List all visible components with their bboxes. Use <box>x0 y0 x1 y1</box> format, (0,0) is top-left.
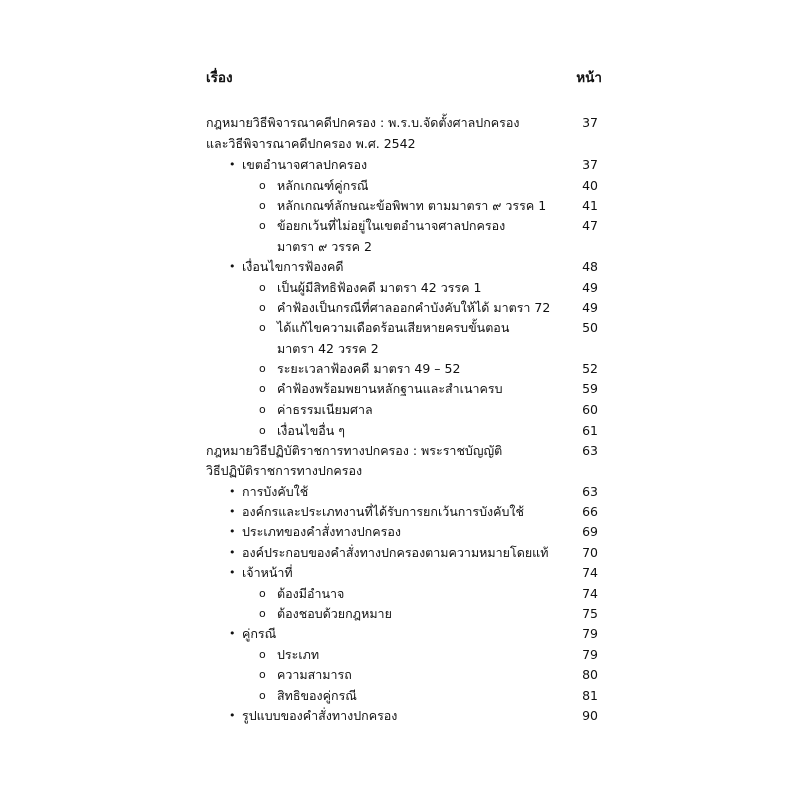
toc-entry-title: มาตรา 42 วรรค 2 <box>277 341 379 356</box>
toc-entry-page: 37 <box>582 115 598 130</box>
toc-entry-page: 79 <box>582 626 598 641</box>
toc-entry-title: ค่าธรรมเนียมศาล <box>277 402 373 417</box>
toc-entry <box>0 176 800 196</box>
toc-entry-title: การบังคับใช้ <box>242 484 309 499</box>
toc-entry-page: 52 <box>582 361 598 376</box>
toc-entry <box>0 604 800 624</box>
toc-entry <box>0 339 800 359</box>
toc-entry-title: หลักเกณฑ์ลักษณะข้อพิพาท ตามมาตรา ๙ วรรค 1 <box>277 198 547 213</box>
hollow-bullet-icon: o <box>259 668 266 681</box>
toc-entry-title: ต้องมีอำนาจ <box>277 586 345 601</box>
hollow-bullet-icon: o <box>259 179 266 192</box>
toc-entry-title: มาตรา ๙ วรรค 2 <box>277 239 372 254</box>
bullet-icon: • <box>229 709 236 722</box>
hollow-bullet-icon: o <box>259 281 266 294</box>
toc-entry <box>0 543 800 563</box>
toc-entry-title: เขตอำนาจศาลปกครอง <box>242 157 368 172</box>
hollow-bullet-icon: o <box>259 219 266 232</box>
toc-entry-page: 49 <box>582 280 598 295</box>
toc-entry-title: และวิธีพิจารณาคดีปกครอง พ.ศ. 2542 <box>206 136 416 151</box>
toc-entry-title: ข้อยกเว้นที่ไม่อยู่ในเขตอำนาจศาลปกครอง <box>277 218 506 233</box>
toc-entry-page: 74 <box>582 586 598 601</box>
toc-entry-page: 48 <box>582 259 598 274</box>
toc-entry-page: 37 <box>582 157 598 172</box>
toc-entry <box>0 359 800 379</box>
hollow-bullet-icon: o <box>259 424 266 437</box>
toc-entry <box>0 134 800 154</box>
toc-entry-title: ประเภท <box>277 647 320 662</box>
toc-entry <box>0 563 800 583</box>
toc-entry-page: 80 <box>582 667 598 682</box>
toc-entry-title: กฎหมายวิธีปฏิบัติราชการทางปกครอง : พระราชบัญญัติ <box>206 443 503 458</box>
toc-entry <box>0 237 800 257</box>
hollow-bullet-icon: o <box>259 362 266 375</box>
toc-entry <box>0 400 800 420</box>
toc-entry <box>0 686 800 706</box>
hollow-bullet-icon: o <box>259 689 266 702</box>
toc-entry-page: 74 <box>582 565 598 580</box>
toc-entry-page: 90 <box>582 708 598 723</box>
toc-entry <box>0 624 800 644</box>
hollow-bullet-icon: o <box>259 199 266 212</box>
bullet-icon: • <box>229 505 236 518</box>
toc-entry-page: 50 <box>582 320 598 335</box>
toc-entry-page: 60 <box>582 402 598 417</box>
toc-entry <box>0 257 800 277</box>
hollow-bullet-icon: o <box>259 607 266 620</box>
toc-entry <box>0 196 800 216</box>
toc-entry-page: 75 <box>582 606 598 621</box>
toc-entry <box>0 645 800 665</box>
toc-entry-title: เป็นผู้มีสิทธิฟ้องคดี มาตรา 42 วรรค 1 <box>277 280 482 295</box>
toc-entry-title: ความสามารถ <box>277 667 352 682</box>
toc-entry-page: 70 <box>582 545 598 560</box>
bullet-icon: • <box>229 260 236 273</box>
hollow-bullet-icon: o <box>259 321 266 334</box>
toc-entry <box>0 706 800 726</box>
bullet-icon: • <box>229 525 236 538</box>
toc-entry-title: เงื่อนไขอื่น ๆ <box>277 423 345 438</box>
toc-entry <box>0 298 800 318</box>
toc-entry-title: หลักเกณฑ์คู่กรณี <box>277 178 369 193</box>
toc-entry <box>0 482 800 502</box>
toc-entry-title: คำฟ้องเป็นกรณีที่ศาลออกคำบังคับให้ได้ มาตรา 72 <box>277 300 551 315</box>
toc-entry-page: 47 <box>582 218 598 233</box>
hollow-bullet-icon: o <box>259 301 266 314</box>
toc-entry-page: 61 <box>582 423 598 438</box>
toc-entry-title: เงื่อนไขการฟ้องคดี <box>242 259 344 274</box>
toc-entry-title: คู่กรณี <box>242 626 277 641</box>
toc-entry-page: 41 <box>582 198 598 213</box>
bullet-icon: • <box>229 566 236 579</box>
toc-entry-page: 69 <box>582 524 598 539</box>
toc-entry <box>0 216 800 236</box>
toc-entry-page: 40 <box>582 178 598 193</box>
toc-entry-page: 63 <box>582 484 598 499</box>
toc-entry <box>0 502 800 522</box>
toc-entry-title: ต้องชอบด้วยกฎหมาย <box>277 606 392 621</box>
toc-entry-title: กฎหมายวิธีพิจารณาคดีปกครอง : พ.ร.บ.จัดตั้งศาลปกครอง <box>206 115 520 130</box>
bullet-icon: • <box>229 158 236 171</box>
toc-entry-title: องค์ประกอบของคำสั่งทางปกครองตามความหมายโดยแท้ <box>242 545 549 560</box>
toc-entry-page: 63 <box>582 443 598 458</box>
toc-entry <box>0 461 800 481</box>
toc-entry-page: 59 <box>582 381 598 396</box>
toc-entry-title: วิธีปฏิบัติราชการทางปกครอง <box>206 463 363 478</box>
toc-entry-page: 81 <box>582 688 598 703</box>
toc-entry-title: องค์กรและประเภทงานที่ได้รับการยกเว้นการบังคับใช้ <box>242 504 525 519</box>
toc-entry <box>0 665 800 685</box>
toc-entry-title: ได้แก้ไขความเดือดร้อนเสียหายครบขั้นตอน <box>277 320 510 335</box>
hollow-bullet-icon: o <box>259 587 266 600</box>
toc-entry-title: รูปแบบของคำสั่งทางปกครอง <box>242 708 398 723</box>
toc-entry-page: 79 <box>582 647 598 662</box>
toc-header-page-label: หน้า <box>576 70 602 86</box>
toc-header-title: เรื่อง <box>206 70 233 86</box>
bullet-icon: • <box>229 546 236 559</box>
toc-entry-title: ประเภทของคำสั่งทางปกครอง <box>242 524 401 539</box>
toc-entry-title: ระยะเวลาฟ้องคดี มาตรา 49 – 52 <box>277 361 461 376</box>
bullet-icon: • <box>229 627 236 640</box>
toc-entry <box>0 421 800 441</box>
toc-entry-title: สิทธิของคู่กรณี <box>277 688 357 703</box>
toc-entry <box>0 522 800 542</box>
bullet-icon: • <box>229 485 236 498</box>
toc-entry-page: 66 <box>582 504 598 519</box>
hollow-bullet-icon: o <box>259 648 266 661</box>
hollow-bullet-icon: o <box>259 382 266 395</box>
toc-entry <box>0 155 800 175</box>
toc-entry <box>0 441 800 461</box>
toc-entry <box>0 379 800 399</box>
hollow-bullet-icon: o <box>259 403 266 416</box>
toc-entry <box>0 584 800 604</box>
toc-entry <box>0 318 800 338</box>
toc-entry-page: 49 <box>582 300 598 315</box>
toc-entry-title: เจ้าหน้าที่ <box>242 565 293 580</box>
toc-entry <box>0 278 800 298</box>
toc-entry <box>0 113 800 133</box>
toc-entry-title: คำฟ้องพร้อมพยานหลักฐานและสำเนาครบ <box>277 381 503 396</box>
